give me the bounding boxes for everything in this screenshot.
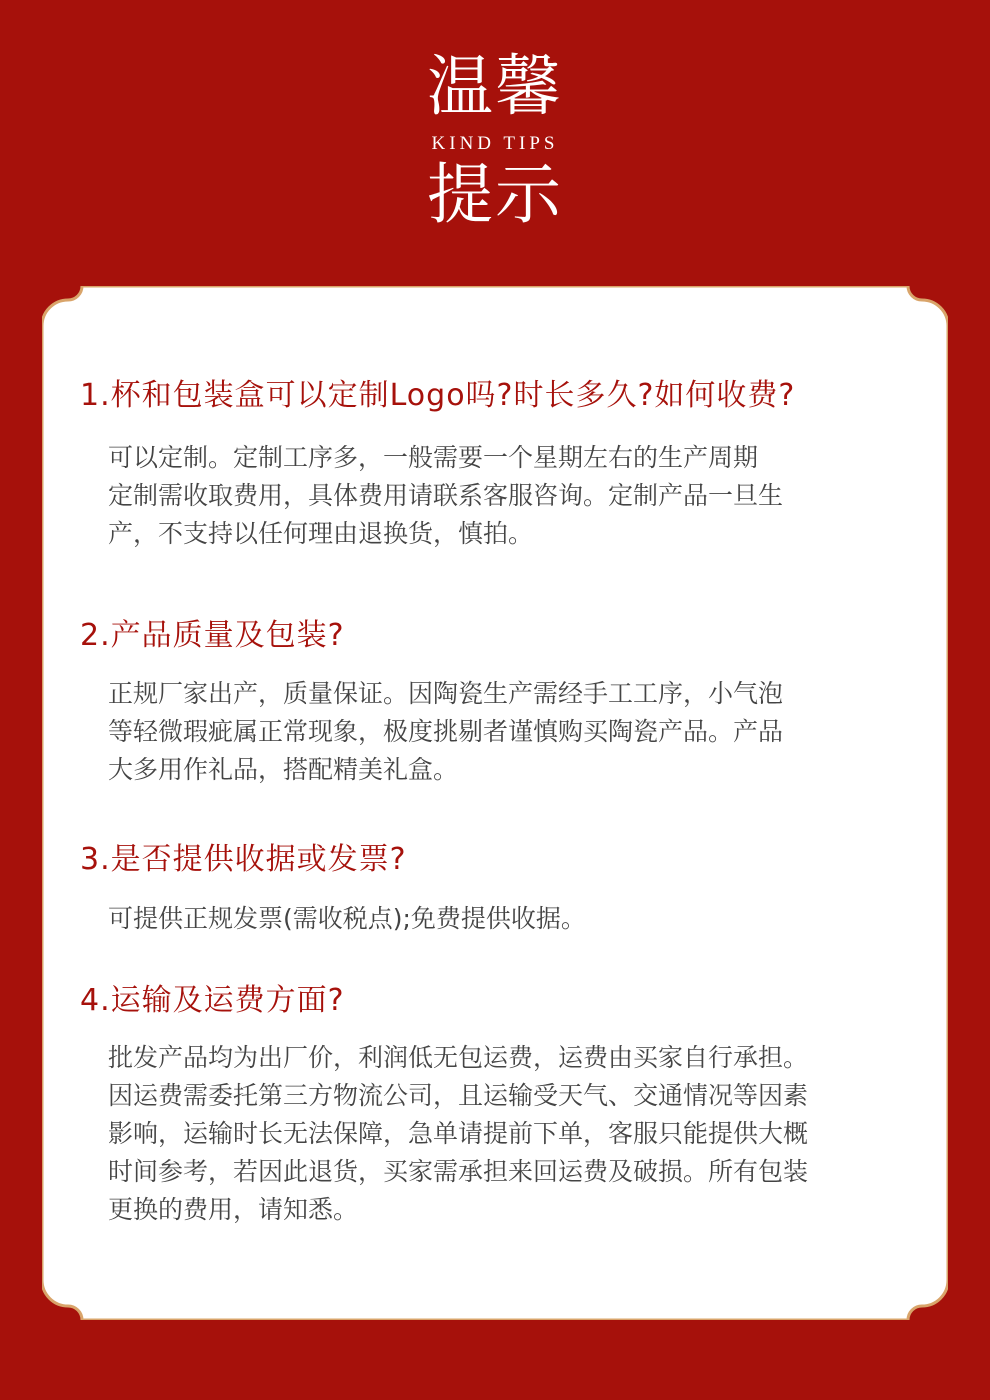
answer-4 xyxy=(108,1039,908,1229)
answer-line: 可以定制。定制工序多，一般需要一个星期左右的生产周期 xyxy=(108,443,759,472)
answer-1 xyxy=(108,439,908,553)
title-top: 温馨 xyxy=(427,48,563,125)
question-2: 2.产品质量及包装? xyxy=(80,618,345,653)
answer-line: 产，不支持以任何理由退换货，慎拍。 xyxy=(108,519,534,548)
answer-line: 定制需收取费用，具体费用请联系客服咨询。定制产品一旦生 xyxy=(108,481,784,510)
answer-line: 正规厂家出产，质量保证。因陶瓷生产需经手工工序，小气泡 xyxy=(108,679,784,708)
answer-line: 批发产品均为出厂价，利润低无包运费，运费由买家自行承担。 xyxy=(108,1043,809,1072)
answer-line: 等轻微瑕疵属正常现象，极度挑剔者谨慎购买陶瓷产品。产品 xyxy=(108,717,784,746)
answer-3 xyxy=(108,900,908,938)
answer-line: 可提供正规发票(需收税点);免费提供收据。 xyxy=(108,904,586,933)
title-subtitle: KIND TIPS xyxy=(431,133,559,154)
question-3: 3.是否提供收据或发票? xyxy=(80,842,407,877)
answer-line: 大多用作礼品，搭配精美礼盒。 xyxy=(108,755,459,784)
title-bottom: 提示 xyxy=(427,156,563,233)
answer-line: 时间参考，若因此退货，买家需承担来回运费及破损。所有包装 xyxy=(108,1157,809,1186)
header xyxy=(0,0,990,260)
answer-line: 更换的费用，请知悉。 xyxy=(108,1195,359,1224)
answer-line: 因运费需委托第三方物流公司，且运输受天气、交通情况等因素 xyxy=(108,1081,809,1110)
question-1: 1.杯和包装盒可以定制Logo吗?时长多久?如何收费? xyxy=(80,378,796,413)
question-4: 4.运输及运费方面? xyxy=(80,983,345,1018)
answer-line: 影响，运输时长无法保障，急单请提前下单，客服只能提供大概 xyxy=(108,1119,809,1148)
answer-2 xyxy=(108,675,908,789)
